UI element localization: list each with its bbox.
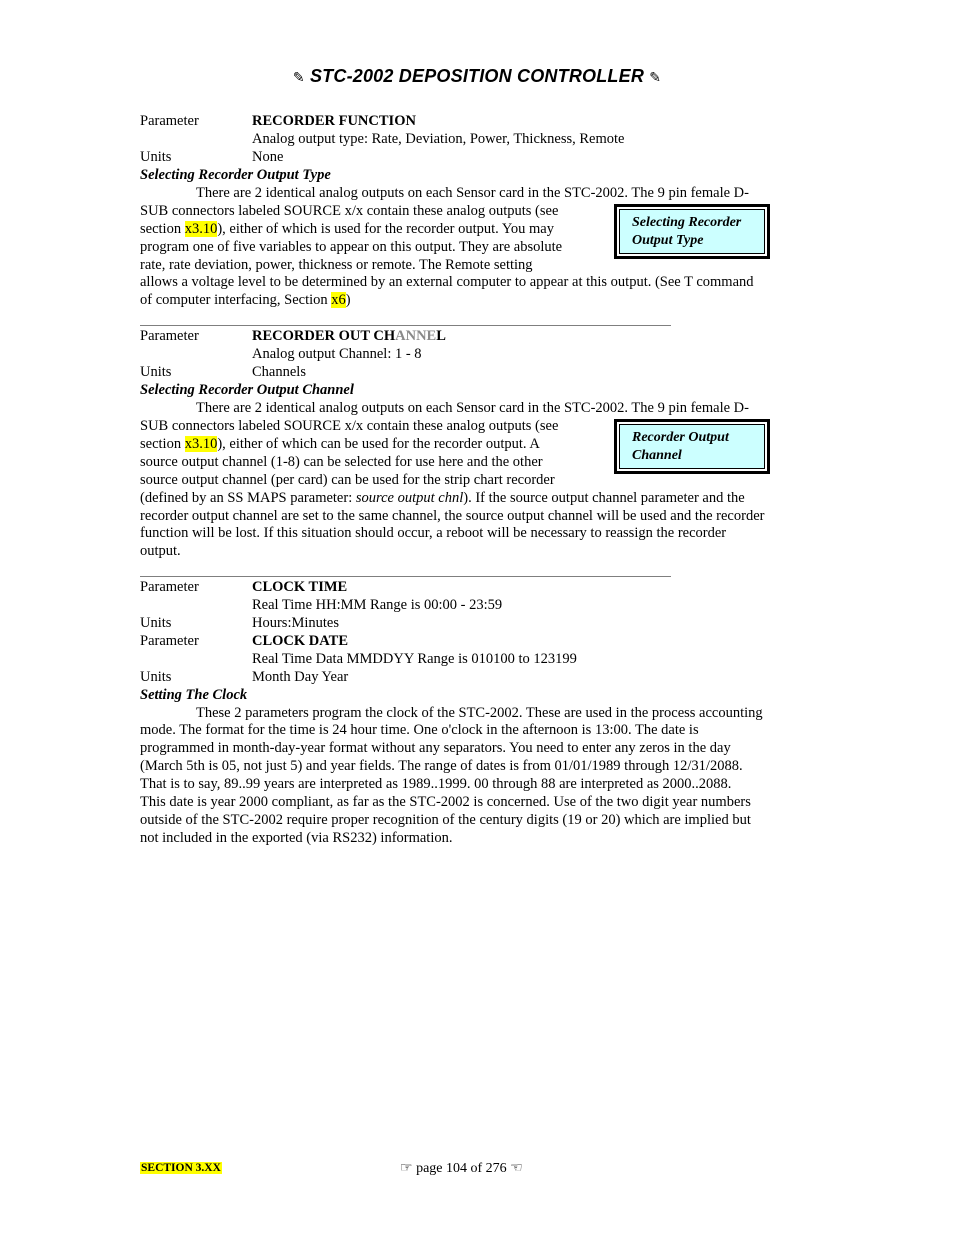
param-label: Parameter — [140, 113, 199, 129]
units-value: Channels — [252, 364, 306, 380]
body-line: program one of five variables to appear on this output. They are absolute — [140, 239, 563, 255]
body-line: source output channel (1-8) can be selected for use here and the other — [140, 454, 543, 470]
body-line: outside of the STC-2002 require proper recognition of the century digits (19 or 20) which are implied but — [140, 812, 751, 828]
param-label: Parameter — [140, 579, 199, 595]
body-line: This date is year 2000 compliant, as far as the STC-2002 is concerned. Use of the two digit year numbers — [140, 794, 751, 810]
callout-text: Recorder Output Channel — [619, 424, 765, 469]
pointing-hand-right-icon: ☞ — [400, 1161, 413, 1176]
body-line: These 2 parameters program the clock of the STC-2002. These are used in the process accounting — [196, 705, 763, 721]
body-line: section x3.10), either of which is used for the recorder output. You may — [140, 221, 554, 237]
divider — [140, 576, 671, 577]
param-name: CLOCK DATE — [252, 633, 349, 649]
body-line: (March 5th is 05, not just 5) and year fields. The range of dates is from 01/01/1989 through 12/31/2088. — [140, 758, 743, 774]
param-name: RECORDER OUT CHANNEL — [252, 328, 446, 344]
param-desc: Real Time HH:MM Range is 00:00 - 23:59 — [252, 597, 503, 613]
section-heading: Selecting Recorder Output Channel — [140, 382, 354, 398]
body-line: recorder output channel are set to the same channel, the source output channel will be used and the recorder — [140, 508, 765, 524]
units-label: Units — [140, 149, 172, 165]
param-desc: Analog output Channel: 1 - 8 — [252, 346, 422, 362]
body-line: function will be lost. If this situation should occur, a reboot will be necessary to reassign the recorder — [140, 525, 727, 541]
section-heading: Selecting Recorder Output Type — [140, 167, 331, 183]
section-reference-link[interactable]: x3.10 — [184, 221, 218, 237]
pointing-hand-left-icon: ☜ — [510, 1161, 523, 1176]
page-header — [0, 66, 954, 87]
callout-box — [614, 419, 770, 474]
section-reference-link[interactable]: x6 — [331, 292, 346, 308]
section-label: SECTION 3.XX — [141, 1162, 221, 1174]
body-line: not included in the exported (via RS232) information. — [140, 830, 453, 846]
section-reference-link[interactable]: x3.10 — [184, 436, 218, 452]
body-line: output. — [140, 543, 181, 559]
units-value: Month Day Year — [252, 669, 349, 685]
param-label: Parameter — [140, 633, 199, 649]
units-label: Units — [140, 615, 172, 631]
divider — [140, 325, 671, 326]
param-desc: Real Time Data MMDDYY Range is 010100 to 123199 — [252, 651, 577, 667]
units-value: None — [252, 149, 284, 165]
units-value: Hours:Minutes — [252, 615, 339, 631]
callout-box — [614, 204, 770, 259]
param-desc: Analog output type: Rate, Deviation, Power, Thickness, Remote — [252, 131, 625, 147]
header-title: STC-2002 DEPOSITION CONTROLLER — [309, 66, 645, 86]
body-line: rate, rate deviation, power, thickness or remote. The Remote setting — [140, 257, 533, 273]
body-line: SUB connectors labeled SOURCE x/x contain these analog outputs (see — [140, 418, 559, 434]
units-label: Units — [140, 669, 172, 685]
body-line: There are 2 identical analog outputs on each Sensor card in the STC-2002. The 9 pin female D- — [196, 400, 749, 416]
pencil-icon: ✎ — [292, 69, 305, 85]
body-line: allows a voltage level to be determined by an external computer to appear at this output. (See T command — [140, 274, 754, 290]
body-line: section x3.10), either of which can be used for the recorder output. A — [140, 436, 540, 452]
body-line: There are 2 identical analog outputs on each Sensor card in the STC-2002. The 9 pin female D- — [196, 185, 749, 201]
pencil-icon: ✎ — [649, 69, 662, 85]
body-line: SUB connectors labeled SOURCE x/x contain these analog outputs (see — [140, 203, 559, 219]
body-line: (defined by an SS MAPS parameter: source output chnl). If the source output channel parameter and the — [140, 490, 745, 506]
param-name: CLOCK TIME — [252, 579, 348, 595]
body-line: mode. The format for the time is 24 hour time. One o'clock in the afternoon is 13:00. The date is — [140, 722, 699, 738]
body-line: of computer interfacing, Section x6) — [140, 292, 351, 308]
param-name: RECORDER FUNCTION — [252, 113, 416, 129]
body-line: programmed in month-day-year format without any separators. You need to enter any zeros in the day — [140, 740, 731, 756]
units-label: Units — [140, 364, 172, 380]
body-line: That is to say, 89..99 years are interpreted as 1989..1999. 00 through 88 are interpreted as 2000..2088. — [140, 776, 732, 792]
callout-text: Selecting Recorder Output Type — [619, 209, 765, 254]
section-heading: Setting The Clock — [140, 687, 248, 703]
param-label: Parameter — [140, 328, 199, 344]
page-indicator — [400, 1160, 523, 1177]
body-line: source output channel (per card) can be used for the strip chart recorder — [140, 472, 555, 488]
page-number: page 104 of 276 — [416, 1161, 507, 1176]
